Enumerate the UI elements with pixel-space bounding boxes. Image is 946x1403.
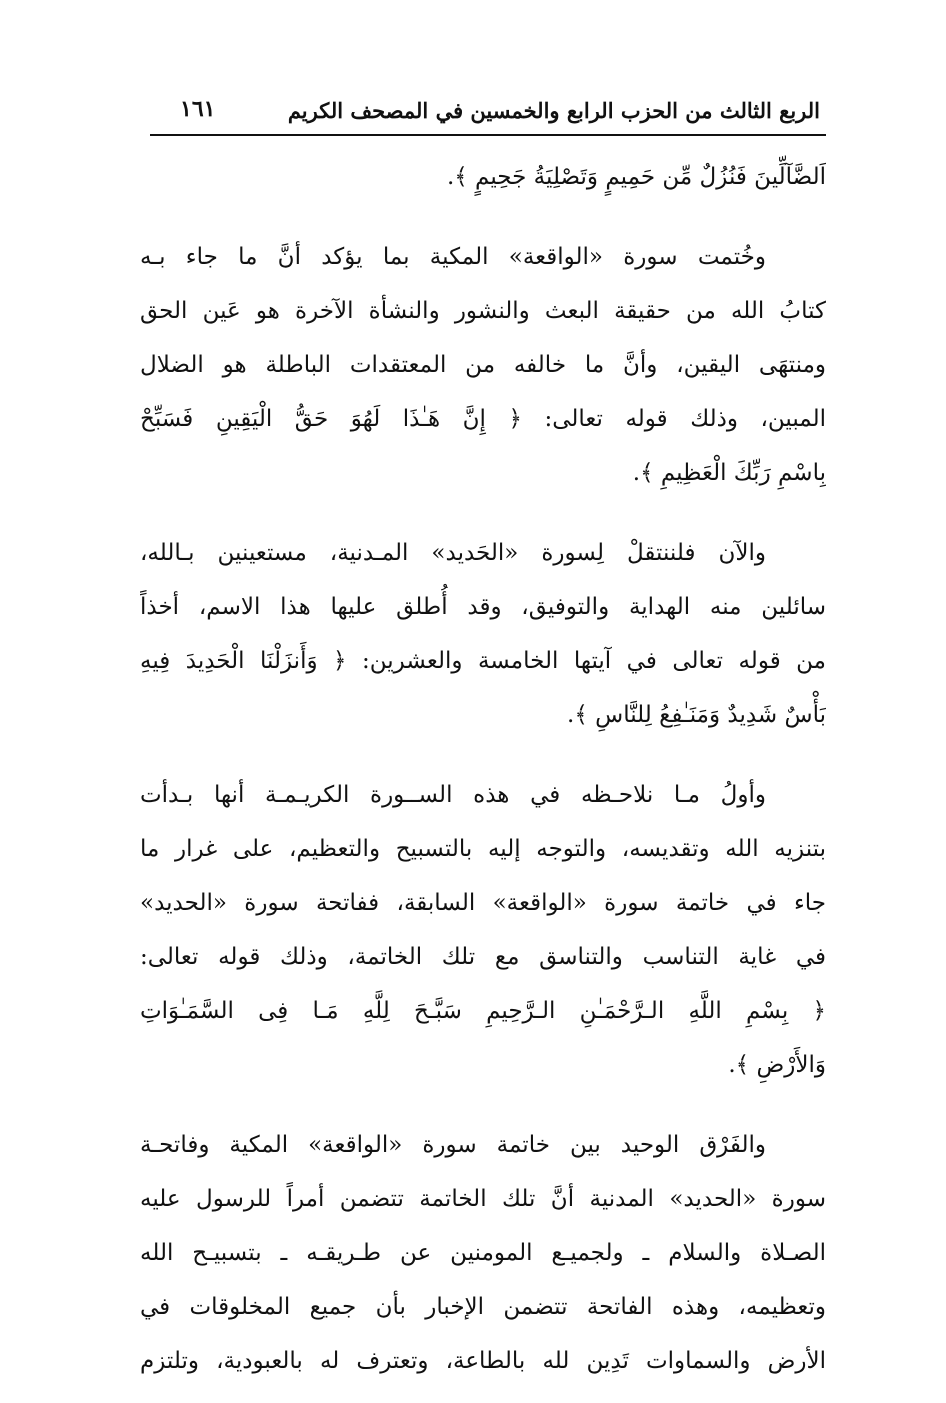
text-line: ومنتهَى اليقين، وأنَّ ما خالفه من المعتقدات الباطلة هو الضلال — [140, 352, 826, 378]
page-number: ١٦١ — [180, 96, 216, 122]
text-line: كتابُ الله من حقيقة البعث والنشور والنشأة الآخرة هو عَين الحق — [140, 298, 826, 324]
text-line: وخُتمت سورة «الواقعة» المكية بما يؤكد أنَّ ما جاء بـه — [140, 244, 766, 270]
text-line: ﴿ بِسْمِ اللَّهِ الـرَّحْمَـٰنِ الـرَّحِيمِ سَبَّـحَ لِلَّهِ مَـا فِى السَّمَـٰوَاتِ — [140, 998, 826, 1024]
text-line: وتعظيمه، وهذه الفاتحة تتضمن الإخبار بأن جميع المخلوقات في — [140, 1294, 826, 1320]
text-line: في غاية التناسب والتناسق مع تلك الخاتمة، وذلك قوله تعالى: — [140, 944, 826, 970]
text-line: وأولُ مـا نلاحـظه في هذه الســورة الكريـمـة أنها بـدأت — [140, 782, 766, 808]
text-line: بَأْسٌ شَدِيدٌ وَمَنَـٰفِعُ لِلنَّاسِ ﴾. — [567, 702, 826, 728]
header-title: الربع الثالث من الحزب الرابع والخمسين في المصحف الكريم — [287, 98, 820, 123]
text-line: الصـلاة والسلام ـ ولجميـع المومنين عن طـريقـه ـ بتسبيـح الله — [140, 1240, 826, 1266]
text-line: جاء في خاتمة سورة «الواقعة» السابقة، ففاتحة سورة «الحديد» — [140, 890, 826, 916]
text-line: بِاسْمِ رَبِّكَ الْعَظِيمِ ﴾. — [632, 460, 826, 486]
text-line: وَالأَرْضِ ﴾. — [728, 1052, 826, 1078]
text-line: اَلضَّآلِّينَ فَنُزُلٌ مِّن حَمِيمٍ وَتَصْلِيَةُ جَحِيمٍ ﴾. — [446, 164, 826, 190]
text-line: الأرض والسماوات تَدِين لله بالطاعة، وتعترف له بالعبودية، وتلتزم — [140, 1348, 826, 1374]
text-line: بتنزيه الله وتقديسه، والتوجه إليه بالتسبيح والتعظيم، على غرار ما — [140, 836, 826, 862]
text-line: المبين، وذلك قوله تعالى: ﴿ إِنَّ هَـٰذَا لَهُوَ حَقُّ الْيَقِينِ فَسَبِّحْ — [140, 406, 826, 432]
text-line: والفَرْق الوحيد بين خاتمة سورة «الواقعة» المكية وفاتحـة — [140, 1132, 766, 1158]
text-line: سائلين منه الهداية والتوفيق، وقد أُطلق عليها هذا الاسم، أخذاً — [140, 594, 826, 620]
body-text — [140, 150, 826, 1388]
text-line: من قوله تعالى في آيتها الخامسة والعشرين: ﴿ وَأَنزَلْنَا الْحَدِيدَ فِيهِ — [140, 648, 826, 674]
text-line: سورة «الحديد» المدنية أنَّ تلك الخاتمة تتضمن أمراً للرسول عليه — [140, 1186, 826, 1212]
running-header — [150, 90, 826, 136]
text-line: والآن فلننتقلْ لِسورة «الحَديد» المـدنية، مستعينين بـالله، — [140, 540, 766, 566]
